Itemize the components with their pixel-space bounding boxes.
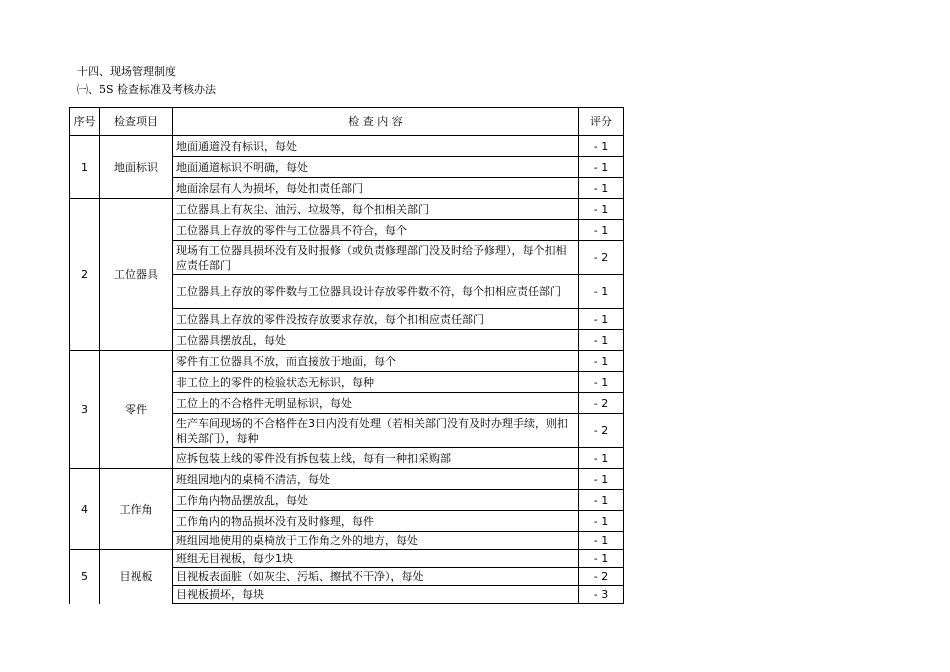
- row-content: 班组无目视板，每少1块: [173, 550, 579, 568]
- row-content: 工位器具摆放乱，每处: [173, 330, 579, 351]
- row-content: 工位器具上存放的零件数与工位器具设计存放零件数不符，每个扣相应责任部门: [173, 275, 579, 309]
- header-score: 评分: [579, 108, 624, 136]
- table-row: [70, 351, 624, 372]
- row-content: 地面涂层有人为损坏，每处扣责任部门: [173, 178, 579, 199]
- table-header-row: [70, 108, 624, 136]
- row-content: 地面通道没有标识，每处: [173, 136, 579, 157]
- row-score: - 1: [579, 351, 624, 372]
- row-content: 现场有工位器具损坏没有及时报修（或负责修理部门没及时给予修理），每个扣相应责任部门: [173, 241, 579, 275]
- row-content: 目视板表面脏（如灰尘、污垢、擦拭不干净），每处: [173, 568, 579, 586]
- row-content: 工位器具上存放的零件没按存放要求存放，每个扣相应责任部门: [173, 309, 579, 330]
- header-index: 序号: [70, 108, 100, 136]
- row-score: - 2: [579, 568, 624, 586]
- table-row: [70, 136, 624, 157]
- group-item: 工作角: [100, 469, 173, 550]
- row-score: - 1: [579, 490, 624, 511]
- header-content: 检 查 内 容: [173, 108, 579, 136]
- inspection-table: [69, 107, 624, 604]
- row-score: - 1: [579, 330, 624, 351]
- row-content: 目视板损坏，每块: [173, 586, 579, 604]
- row-content: 地面通道标识不明确，每处: [173, 157, 579, 178]
- group-index: 2: [70, 199, 100, 351]
- group-item: 地面标识: [100, 136, 173, 199]
- table-row: [70, 199, 624, 220]
- row-score: - 1: [579, 372, 624, 393]
- row-score: - 1: [579, 220, 624, 241]
- row-content: 工作角内的物品损坏没有及时修理，每件: [173, 511, 579, 532]
- group-index: 3: [70, 351, 100, 469]
- group-index: 5: [70, 550, 100, 604]
- row-content: 班组园地使用的桌椅放于工作角之外的地方，每处: [173, 532, 579, 550]
- row-content: 工位上的不合格件无明显标识，每处: [173, 393, 579, 414]
- row-score: - 2: [579, 393, 624, 414]
- row-content: 生产车间现场的不合格件在3日内没有处理（若相关部门没有及时办理手续，则扣相关部门），每种: [173, 414, 579, 448]
- row-score: - 1: [579, 550, 624, 568]
- row-content: 应拆包装上线的零件没有拆包装上线，每有一种扣采购部: [173, 448, 579, 469]
- row-score: - 1: [579, 199, 624, 220]
- row-content: 非工位上的零件的检验状态无标识，每种: [173, 372, 579, 393]
- row-score: - 1: [579, 448, 624, 469]
- row-score: - 1: [579, 157, 624, 178]
- row-content: 工作角内物品摆放乱，每处: [173, 490, 579, 511]
- section-heading: 十四、现场管理制度: [77, 65, 176, 78]
- group-item: 工位器具: [100, 199, 173, 351]
- section-subheading: ㈠、5S 检查标准及考核办法: [77, 83, 217, 96]
- row-score: - 1: [579, 309, 624, 330]
- table-row: [70, 550, 624, 568]
- row-score: - 2: [579, 241, 624, 275]
- row-score: - 2: [579, 414, 624, 448]
- row-content: 零件有工位器具不放，而直接放于地面，每个: [173, 351, 579, 372]
- group-index: 1: [70, 136, 100, 199]
- row-score: - 1: [579, 511, 624, 532]
- row-score: - 1: [579, 532, 624, 550]
- row-content: 工位器具上存放的零件与工位器具不符合，每个: [173, 220, 579, 241]
- group-index: 4: [70, 469, 100, 550]
- row-score: - 3: [579, 586, 624, 604]
- row-content: 班组园地内的桌椅不清洁，每处: [173, 469, 579, 490]
- row-score: - 1: [579, 469, 624, 490]
- header-item: 检查项目: [100, 108, 173, 136]
- table-row: [70, 469, 624, 490]
- row-content: 工位器具上有灰尘、油污、垃圾等，每个扣相关部门: [173, 199, 579, 220]
- group-item: 零件: [100, 351, 173, 469]
- row-score: - 1: [579, 136, 624, 157]
- row-score: - 1: [579, 178, 624, 199]
- row-score: - 1: [579, 275, 624, 309]
- group-item: 目视板: [100, 550, 173, 604]
